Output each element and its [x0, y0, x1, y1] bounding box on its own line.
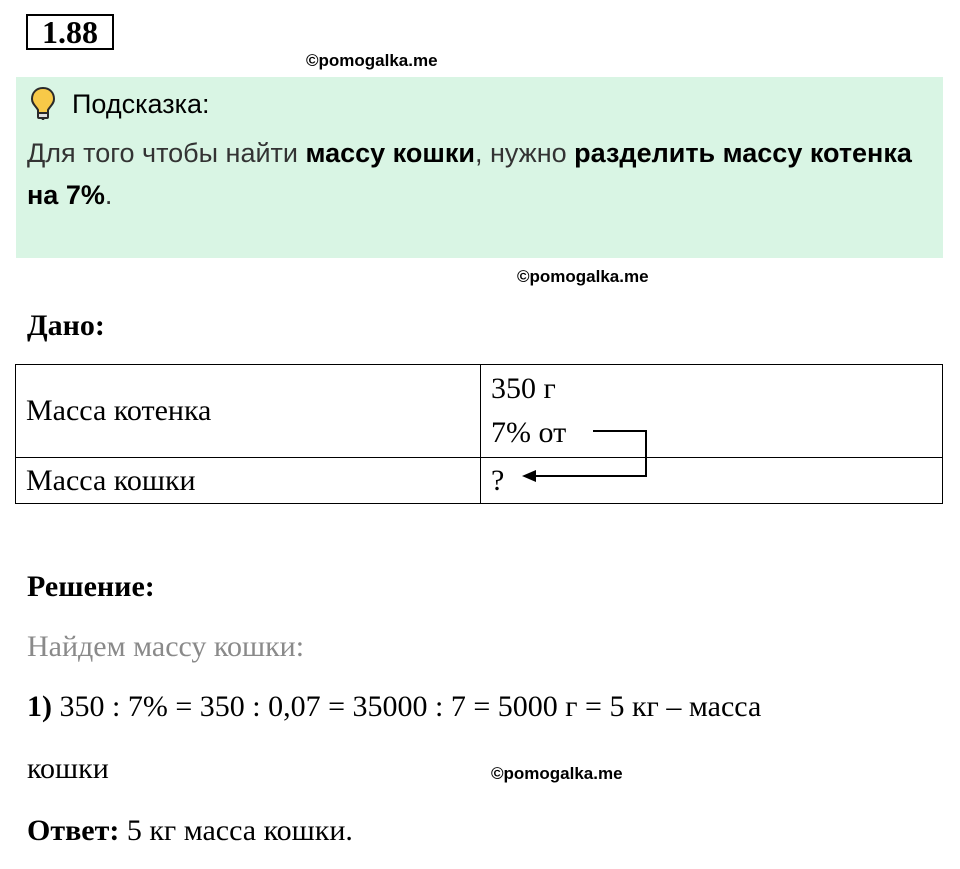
- solution-step-1-cont: кошки: [27, 752, 109, 785]
- given-label-kitten: Масса котенка: [16, 365, 481, 458]
- given-value-cat: ?: [481, 458, 943, 504]
- hint-bold-1: массу кошки: [305, 138, 475, 168]
- task-number: 1.88: [26, 14, 114, 50]
- watermark: ©pomogalka.me: [491, 764, 623, 783]
- given-value-kitten: 350 г 7% от: [481, 365, 943, 458]
- solution-step-1: 1) 350 : 7% = 350 : 0,07 = 35000 : 7 = 5000 г = 5 кг – масса: [27, 690, 762, 723]
- solution-intro: Найдем массу кошки:: [27, 630, 305, 663]
- given-heading: Дано:: [27, 309, 105, 342]
- hint-text: Для того чтобы найти массу кошки, нужно разделить массу котенка на 7%.: [27, 138, 912, 210]
- solution-heading: Решение:: [27, 570, 155, 603]
- answer: Ответ: 5 кг масса кошки.: [27, 814, 353, 847]
- hint-title-label: Подсказка:: [72, 89, 210, 119]
- hint-bold-2: разделить массу котенка на 7%: [27, 138, 912, 210]
- watermark: ©pomogalka.me: [306, 51, 438, 70]
- given-label-cat: Масса кошки: [16, 458, 481, 504]
- watermark: ©pomogalka.me: [517, 267, 649, 286]
